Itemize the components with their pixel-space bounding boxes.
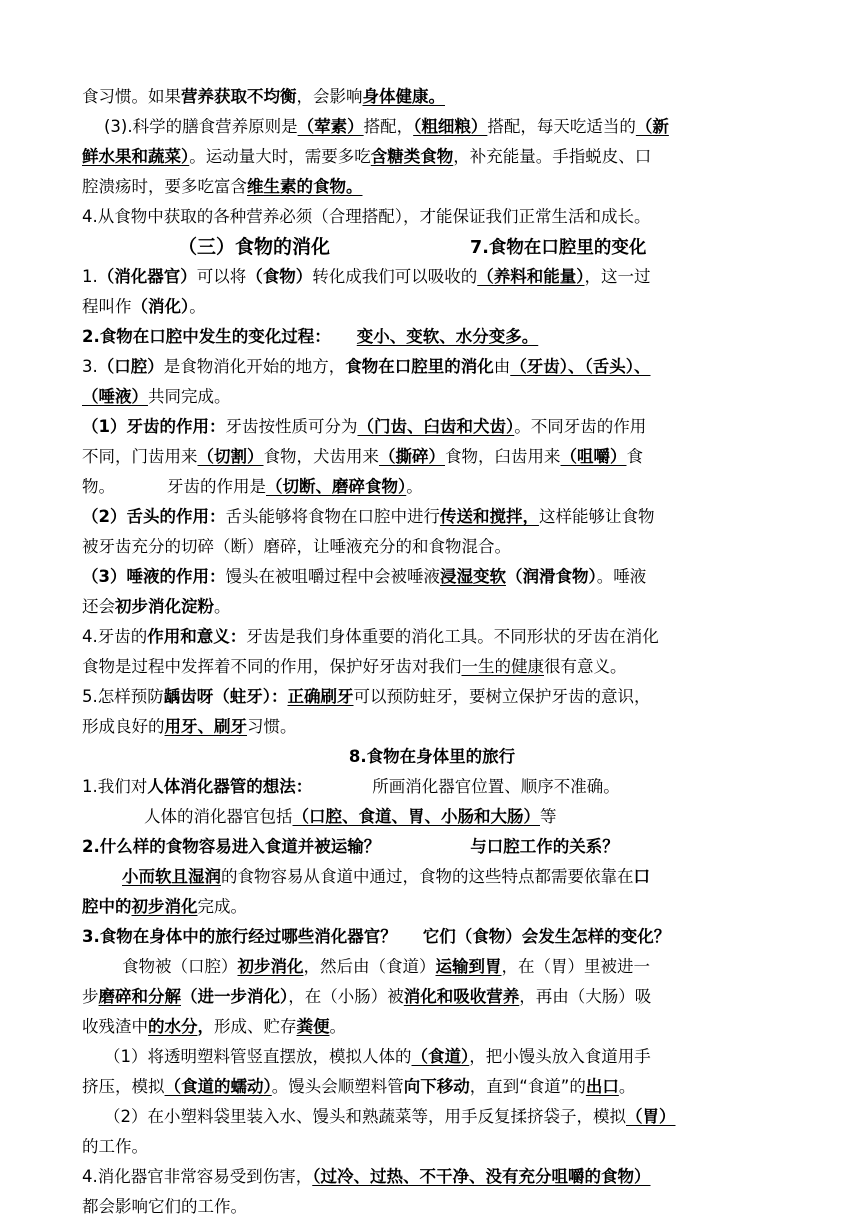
text: 5.怎样预防 [82,687,164,706]
text: ，然后由（食道） [303,957,436,976]
text: 牙齿是我们身体重要的消化工具。不同形状的牙齿在消化 [246,627,659,646]
text: 牙齿按性质可分为 [225,417,358,436]
text: 步 [82,987,99,1006]
bold-text: （食物） [246,267,313,286]
text-line [82,1162,782,1192]
bold-text: （1）牙齿的作用： [82,417,226,436]
text-line [82,1042,782,1072]
text: 等 [540,807,557,826]
section-heading: （三）食物的消化 [178,236,331,258]
text-line [82,1072,782,1102]
text-line [82,82,782,112]
underlined-answer: （胃） [626,1107,676,1126]
bold-text: ， [197,1017,214,1036]
text-line [82,322,782,352]
text-line [82,202,782,232]
text: 食物，臼齿用来 [445,447,561,466]
text: 3. [82,357,98,376]
underlined-answer: 小而软且湿润 [122,867,221,886]
text: 食习惯。如果 [82,87,181,106]
underlined-answer: （切断、磨碎食物） [266,477,407,496]
text: （1）将透明塑料管竖直摆放，模拟人体的 [104,1047,412,1066]
bold-text: 向下移动 [403,1077,470,1096]
text: 被牙齿充分的切碎（断）磨碎，让唾液充分的和食物混合。 [82,537,511,556]
underlined-answer: 鲜水果和蔬菜） [82,147,190,166]
text: 是食物消化开始的地方， [163,357,346,376]
text: ，在（小肠）被 [288,987,404,1006]
text: ，这一过 [584,267,651,286]
text: 食物被（口腔） [122,957,238,976]
text: 习惯。 [247,717,297,736]
text: 物。 [82,477,115,496]
underlined-answer: 身体健康。 [362,87,445,106]
text-line [82,112,782,142]
text: 的工作。 [82,1137,148,1156]
text: 搭配， [363,117,414,136]
text-line [82,952,782,982]
underlined-answer: 一生的健康 [461,657,544,676]
bold-text: （润滑食物） [505,567,597,586]
text: ，直到“食道”的 [469,1077,586,1096]
text: 4.从食物中获取的各种营养必须（合理搭配），才能保证我们正常生活和成长。 [82,207,651,226]
text-line [82,622,782,652]
text: ，会影响 [296,87,363,106]
text: ，把小馒头放入食道用手 [469,1047,651,1066]
underlined-answer: （过冷、过热、不干净、没有充分咀嚼的食物） [312,1167,651,1186]
text: ，再由（大肠）吸 [519,987,652,1006]
text: 收残渣中 [82,1017,148,1036]
text-line [82,982,782,1012]
text: 这样能够让食物 [538,507,655,526]
underlined-answer: （粗细粮） [413,117,488,136]
section-heading-line [82,232,782,262]
underlined-answer: （咀嚼） [560,447,627,466]
bold-text: 龋齿呀（蛀牙）： [163,687,288,706]
text: 。 [406,477,423,496]
text: 搭配，每天吃适当的 [487,117,636,136]
text-line [82,1132,782,1162]
underlined-answer: （养料和能量） [477,267,585,286]
text-line [82,472,782,502]
bold-text: 人体消化器管的想法： [147,777,313,796]
underlined-answer: 初步消化 [237,957,304,976]
text: 由 [493,357,511,376]
text: 完成。 [197,897,247,916]
bold-text: 与口腔工作的关系？ [470,837,619,856]
underlined-answer: （口腔、食道、胃、小肠和大肠） [292,807,540,826]
text: 所画消化器官位置、顺序不准确。 [372,777,620,796]
bold-text: （消化器官） [97,267,197,286]
text-line [82,502,782,532]
underlined-answer: 粪便 [296,1017,330,1036]
bold-text: 3.食物在身体中的旅行经过哪些消化器官？ [82,927,397,946]
text: 程叫作 [82,297,132,316]
underlined-answer: （切割） [197,447,264,466]
text-line [82,862,782,892]
underlined-answer: （食道的蠕动） [164,1077,272,1096]
bold-text: （2）舌头的作用： [82,507,226,526]
text-line [82,562,782,592]
bold-text: 它们（食物）会发生怎样的变化？ [422,927,671,946]
bold-text: （进一步消化） [181,987,289,1006]
text: 。馒头会顺塑料管 [271,1077,404,1096]
text: 牙齿的作用是 [167,477,266,496]
bold-text: （口腔） [97,357,164,376]
text-line [82,922,782,952]
bold-text: 腔中的 [82,897,132,916]
text-line [82,412,782,442]
underlined-answer: （门齿、臼齿和犬齿） [357,417,515,436]
text: ，补充能量。手指蜕皮、口 [453,147,652,166]
text-line [82,1012,782,1042]
underlined-answer: （撕碎） [379,447,445,466]
text: 转化成我们可以吸收的 [312,267,478,286]
underlined-answer: （唾液） [82,387,148,406]
text: 形成良好的 [82,717,165,736]
text: 。 [189,297,206,316]
underlined-answer: 正确刷牙 [287,687,354,706]
text: 4.消化器官非常容易受到伤害， [82,1167,313,1186]
bold-text: 2.食物在口腔中发生的变化过程： [82,327,331,346]
text-line [82,802,782,832]
bold-text: 初步消化淀粉 [115,597,214,616]
text-line [82,532,782,562]
text-line [82,712,782,742]
text-line [82,442,782,472]
underlined-answer: 传送和搅拌， [439,507,539,526]
text: 。运动量大时，需要多吃 [189,147,371,166]
lesson-heading-line [82,742,782,772]
bold-text: 2.什么样的食物容易进入食道并被运输？ [82,837,381,856]
lesson-heading: 8.食物在身体里的旅行 [348,747,516,766]
underlined-answer: 变小、变软、水分变多。 [356,327,539,346]
text-line [82,892,782,922]
text: 可以将 [196,267,247,286]
underlined-answer: 运输到胃 [435,957,502,976]
text-line [82,262,782,292]
underlined-answer: 消化和吸收营养 [403,987,520,1006]
text: 不同，门齿用来 [82,447,198,466]
text: 共同完成。 [148,387,231,406]
text: 馒头在被咀嚼过程中会被唾液 [225,567,440,586]
text: 。唾液 [596,567,647,586]
text: 腔溃疡时，要多吃富含 [82,177,247,196]
text: 都会影响它们的工作。 [82,1197,247,1216]
underlined-answer: （食道） [411,1047,470,1066]
text: 食物，犬齿用来 [263,447,379,466]
text-line [82,1192,782,1222]
lesson-heading: 7.食物在口腔里的变化 [470,238,647,258]
bold-text: 食物在口腔里的消化 [345,357,494,376]
text-line [82,772,782,802]
text: 人体的消化器官包括 [144,807,293,826]
text: 食 [626,447,643,466]
text: 。 [618,1077,636,1096]
underlined-answer: 的水分 [148,1017,198,1036]
underlined-answer: 磨碎和分解 [98,987,181,1006]
underlined-answer: 含糖类食物 [370,147,454,166]
bold-text: （3）唾液的作用： [82,567,226,586]
text: 。不同牙齿的作用 [514,417,647,436]
text-line [82,592,782,622]
text: 4.牙齿的 [82,627,148,646]
text-line [82,652,782,682]
text-line [82,142,782,172]
bold-text: （消化） [131,297,190,316]
text: 挤压，模拟 [82,1077,165,1096]
bold-text: 口 [633,867,650,886]
text-line [82,172,782,202]
text: 还会 [82,597,115,616]
text: (3).科学的膳食营养原则是 [104,117,298,136]
underlined-answer: 出口 [585,1077,619,1096]
text: 可以预防蛀牙，要树立保护牙齿的意识， [353,687,651,706]
underlined-answer: 维生素的食物。 [247,177,363,196]
bold-text: 作用和意义： [147,627,247,646]
text: 很有意义。 [544,657,627,676]
underlined-answer: （新 [635,117,669,136]
bold-text: 营养获取不均衡 [181,87,297,106]
text: 的食物容易从食道中通过，食物的这些特点都需要依靠在 [221,867,634,886]
document-page [82,82,782,1222]
underlined-answer: （牙齿）、（舌头）、 [510,357,651,376]
text: 食物是过程中发挥着不同的作用，保护好牙齿对我们 [82,657,462,676]
text: 1. [82,267,98,286]
text-line [82,832,782,862]
underlined-answer: （荤素） [297,117,364,136]
underlined-answer: 用牙、刷牙 [164,717,247,736]
underlined-answer: 初步消化 [131,897,198,916]
text: （2）在小塑料袋里装入水、馒头和熟蔬菜等，用手反复揉挤袋子，模拟 [104,1107,626,1126]
text: ，在（胃）里被进一 [501,957,650,976]
text-line [82,682,782,712]
text: 1.我们对 [82,777,148,796]
underlined-answer: 浸湿变软 [439,567,506,586]
text-line [82,382,782,412]
text: 舌头能够将食物在口腔中进行 [225,507,440,526]
text: 。 [329,1017,346,1036]
text-line [82,352,782,382]
text-line [82,292,782,322]
text: 形成、贮存 [214,1017,297,1036]
text-line [82,1102,782,1132]
text: 。 [214,597,231,616]
